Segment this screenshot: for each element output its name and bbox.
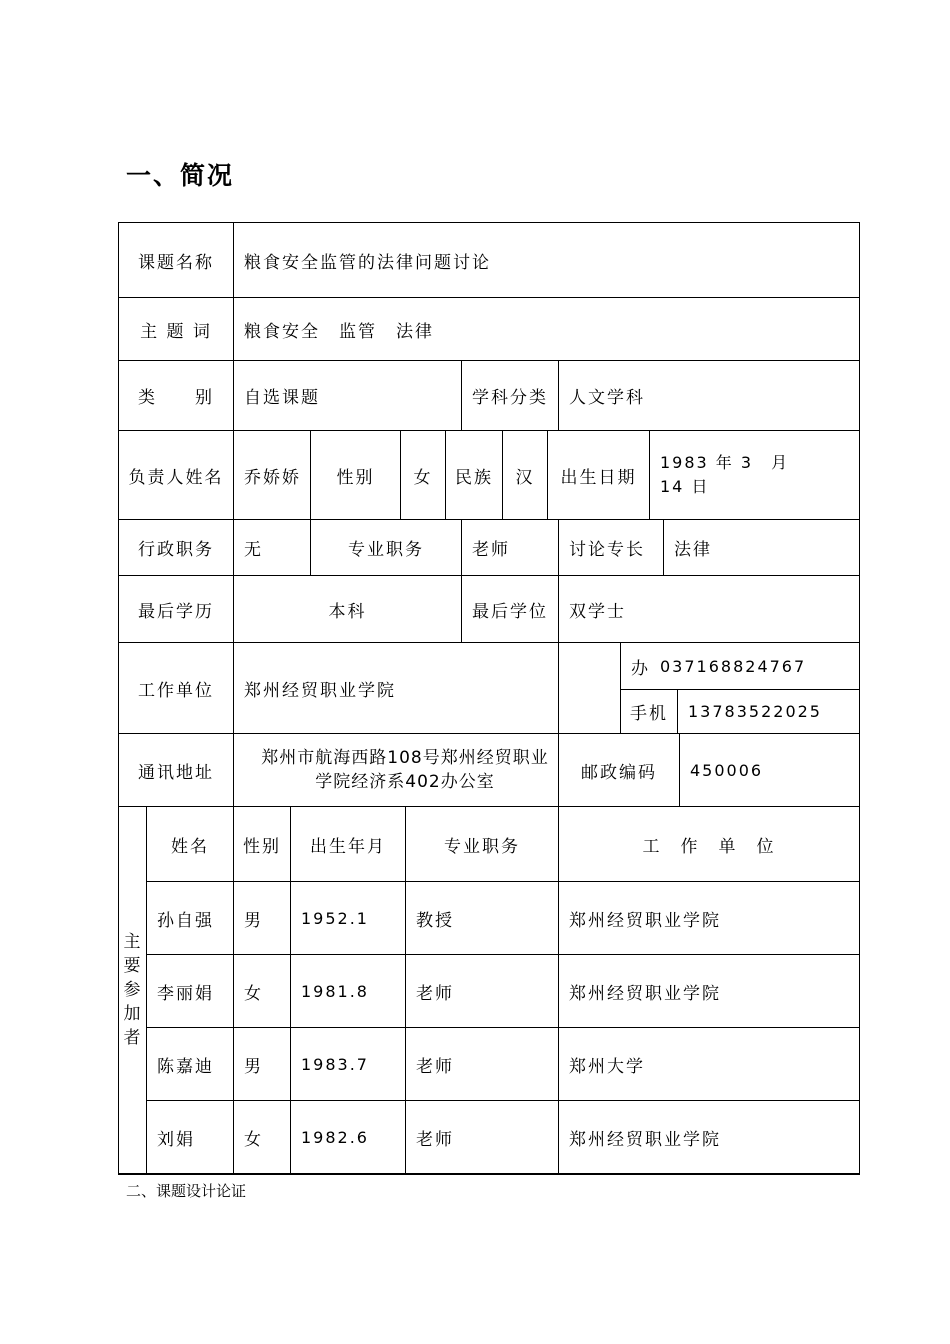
birth-label: 出生日期 bbox=[560, 467, 637, 488]
participant-row-4-gender: 女 bbox=[244, 1129, 263, 1150]
leader-value: 乔娇娇 bbox=[244, 467, 301, 488]
participant-row-1-gender: 男 bbox=[244, 910, 263, 931]
category-label: 类 别 bbox=[138, 388, 214, 408]
education-label: 最后学历 bbox=[138, 601, 214, 622]
office-phone-label: 办 bbox=[631, 658, 650, 679]
office-phone-value: 037168824767 bbox=[660, 656, 807, 676]
participant-row-3-gender: 男 bbox=[244, 1056, 263, 1077]
participants-header-employer: 工 作 单 位 bbox=[642, 836, 776, 857]
participant-row-1-employer: 郑州经贸职业学院 bbox=[569, 910, 721, 931]
specialty-value: 法律 bbox=[674, 540, 712, 560]
address-value: 郑州市航海西路108号郑州经贸职业学院经济系402办公室 bbox=[261, 748, 549, 792]
employer-label: 工作单位 bbox=[138, 680, 214, 701]
discipline-value: 人文学科 bbox=[569, 388, 645, 408]
gender-label: 性别 bbox=[336, 467, 375, 488]
leader-label: 负责人姓名 bbox=[128, 467, 224, 488]
participant-row-3-birth: 1983.7 bbox=[301, 1054, 369, 1074]
ethnicity-label: 民族 bbox=[455, 467, 493, 488]
participant-row-3-title: 老师 bbox=[416, 1056, 454, 1077]
next-section-title: 二、课题设计论证 bbox=[126, 1182, 247, 1200]
address-label: 通讯地址 bbox=[138, 762, 214, 783]
participants-header-title: 专业职务 bbox=[444, 836, 520, 857]
participants-header-birth: 出生年月 bbox=[310, 836, 386, 857]
participant-row-2-title: 老师 bbox=[416, 983, 454, 1004]
participant-row-2-birth: 1981.8 bbox=[301, 981, 369, 1001]
employer-value: 郑州经贸职业学院 bbox=[244, 680, 396, 701]
category-value: 自选课题 bbox=[244, 388, 320, 408]
topic-value: 粮食安全监管的法律问题讨论 bbox=[244, 252, 491, 273]
gender-value: 女 bbox=[413, 467, 433, 488]
participant-row-4-birth: 1982.6 bbox=[301, 1127, 369, 1147]
participant-row-2-gender: 女 bbox=[244, 983, 263, 1004]
mobile-label: 手机 bbox=[630, 704, 668, 724]
admin-label: 行政职务 bbox=[138, 540, 214, 560]
degree-label: 最后学位 bbox=[472, 601, 548, 622]
participant-row-4-name: 刘娟 bbox=[157, 1129, 195, 1150]
keywords-value: 粮食安全 监管 法律 bbox=[244, 321, 434, 342]
section-title: 一、简况 bbox=[126, 161, 235, 190]
keywords-label: 主 题 词 bbox=[140, 321, 212, 342]
participant-row-3-employer: 郑州大学 bbox=[569, 1056, 645, 1077]
birth-value: 1983 年 3 月 14 日 bbox=[660, 453, 808, 496]
participant-row-4-title: 老师 bbox=[416, 1129, 454, 1150]
specialty-label: 讨论专长 bbox=[569, 540, 645, 560]
participants-header-gender: 性别 bbox=[243, 836, 281, 857]
title-label: 专业职务 bbox=[348, 540, 424, 560]
topic-label: 课题名称 bbox=[138, 252, 214, 273]
postcode-value: 450006 bbox=[690, 760, 764, 780]
participant-row-2-name: 李丽娟 bbox=[157, 983, 214, 1004]
participant-row-1-birth: 1952.1 bbox=[301, 908, 369, 928]
participants-side-label: 主要参加者 bbox=[123, 932, 141, 1048]
mobile-value: 13783522025 bbox=[688, 702, 822, 721]
participant-row-1-name: 孙自强 bbox=[157, 910, 214, 931]
participant-row-3-name: 陈嘉迪 bbox=[157, 1056, 214, 1077]
postcode-label: 邮政编码 bbox=[581, 762, 657, 783]
admin-value: 无 bbox=[244, 540, 263, 560]
participant-row-2-employer: 郑州经贸职业学院 bbox=[569, 983, 721, 1004]
ethnicity-value: 汉 bbox=[515, 467, 535, 488]
degree-value: 双学士 bbox=[569, 601, 626, 622]
participant-row-4-employer: 郑州经贸职业学院 bbox=[569, 1129, 721, 1150]
title-value: 老师 bbox=[472, 540, 510, 560]
office-phone-row bbox=[621, 643, 859, 689]
discipline-label: 学科分类 bbox=[472, 388, 548, 408]
participants-header-name: 姓名 bbox=[171, 836, 209, 857]
participant-row-1-title: 教授 bbox=[416, 910, 454, 931]
education-value: 本科 bbox=[328, 601, 367, 622]
